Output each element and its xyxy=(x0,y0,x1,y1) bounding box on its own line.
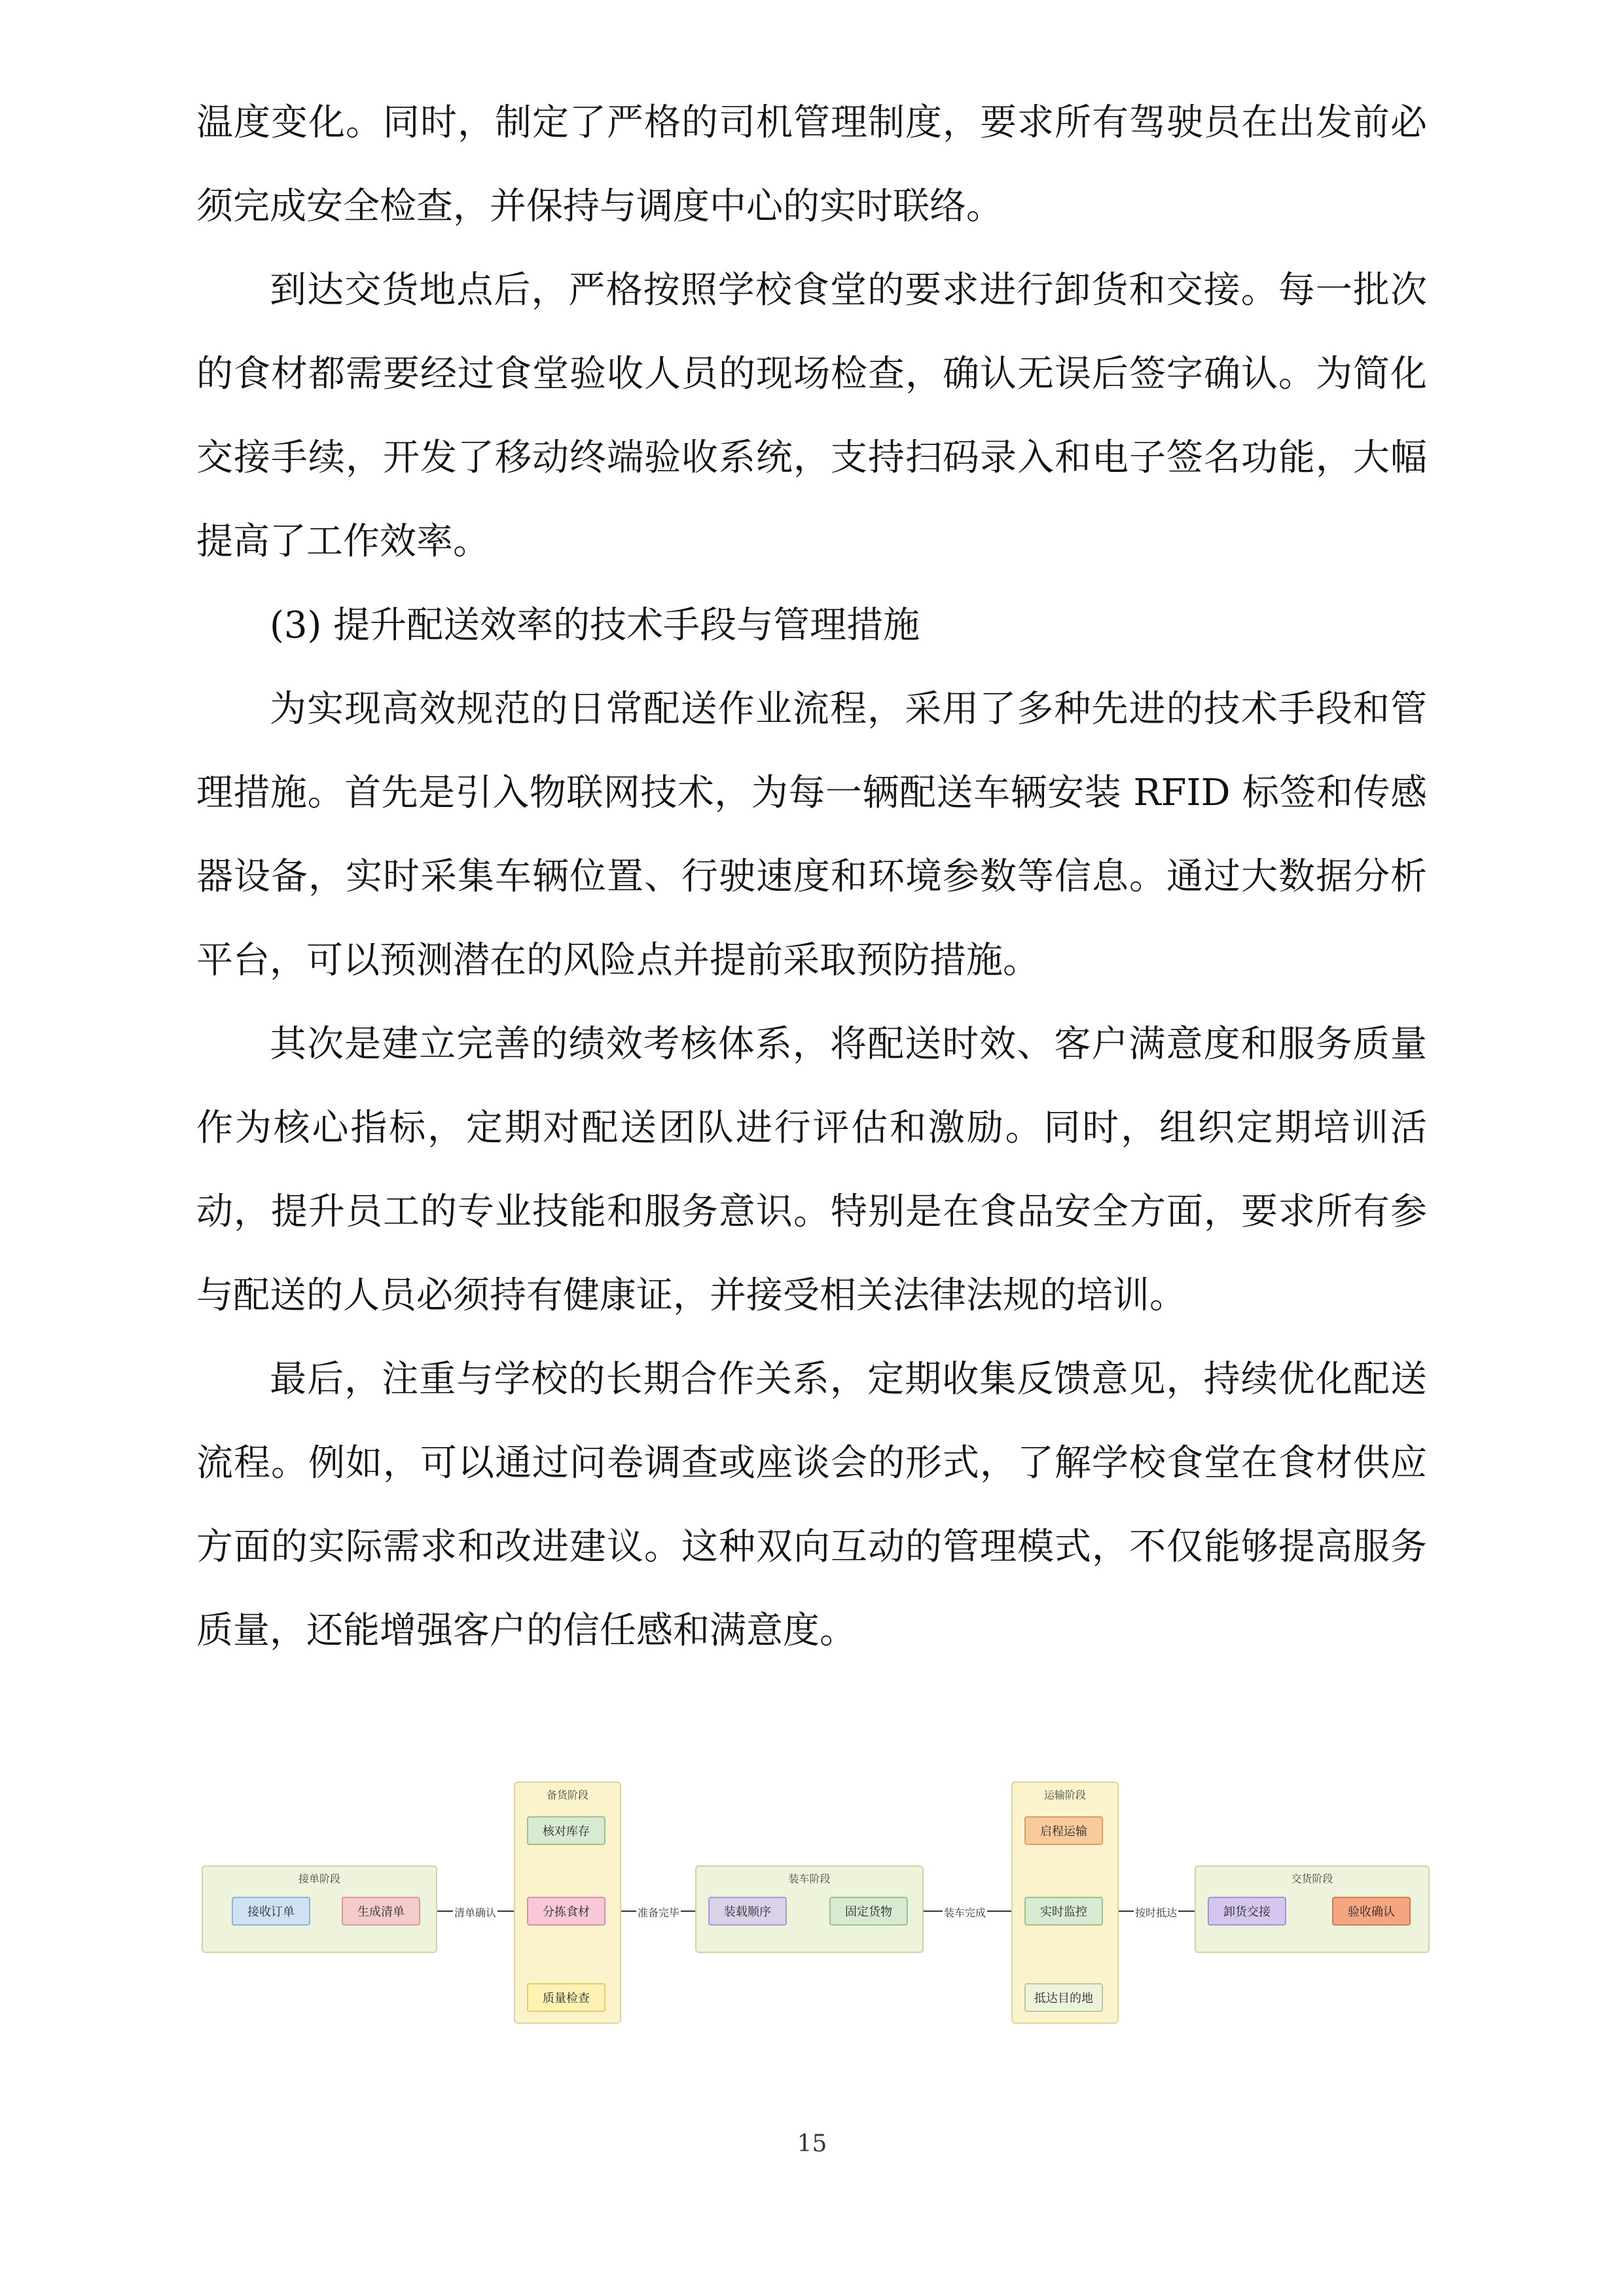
node-check-stock: 核对库存 xyxy=(527,1816,605,1845)
edge-label-on-time-arrival: 按时抵达 xyxy=(1134,1905,1178,1920)
stage-order-label: 接单阶段 xyxy=(298,1873,340,1885)
paragraph-3: 为实现高效规范的日常配送作业流程，采用了多种先进的技术手段和管理措施。首先是引入物联网技术，为每一辆配送车辆安装 RFID 标签和传感器设备，实时采集车辆位置、行驶速度和环境参数等信息。通过大数据分析平台，可以预测潜在的风险点并提前采取预防措施。 xyxy=(196,688,1427,982)
paragraph-1: 温度变化。同时，制定了严格的司机管理制度，要求所有驾驶员在出发前必须完成安全检查，并保持与调度中心的实时联络。 xyxy=(196,101,1427,228)
edge-label-loading-complete: 装车完成 xyxy=(943,1905,987,1920)
section-heading: (3) 提升配送效率的技术手段与管理措施 xyxy=(270,604,920,647)
paragraph-5: 最后，注重与学校的长期合作关系，定期收集反馈意见，持续优化配送流程。例如，可以通过问卷调查或座谈会的形式，了解学校食堂在食材供应方面的实际需求和改进建议。这种双向互动的管理模式，不仅能够提高服务质量，还能增强客户的信任感和满意度。 xyxy=(196,1358,1427,1652)
node-generate-list: 生成清单 xyxy=(342,1897,420,1926)
node-acceptance-confirm: 验收确认 xyxy=(1332,1897,1411,1926)
edge-label-list-confirmed: 清单确认 xyxy=(453,1905,497,1920)
node-sort-food: 分拣食材 xyxy=(527,1897,605,1926)
node-arrive-destination: 抵达目的地 xyxy=(1024,1983,1103,2012)
node-quality-check: 质量检查 xyxy=(527,1983,605,2012)
paragraph-2: 到达交货地点后，严格按照学校食堂的要求进行卸货和交接。每一批次的食材都需要经过食堂验收人员的现场检查，确认无误后签字确认。为简化交接手续，开发了移动终端验收系统，支持扫码录入和电子签名功能，大幅提高了工作效率。 xyxy=(196,269,1427,563)
stage-deliver-label: 交货阶段 xyxy=(1291,1873,1333,1885)
node-unload-handover: 卸货交接 xyxy=(1208,1897,1286,1926)
edge-label-prep-complete: 准备完毕 xyxy=(636,1905,681,1920)
node-load-sequence: 装载顺序 xyxy=(708,1897,787,1926)
stage-transport-label: 运输阶段 xyxy=(1043,1789,1086,1801)
node-start-transport: 启程运输 xyxy=(1024,1816,1103,1845)
stage-prep-label: 备货阶段 xyxy=(546,1789,588,1801)
stage-load-label: 装车阶段 xyxy=(788,1873,831,1885)
paragraph-4: 其次是建立完善的绩效考核体系，将配送时效、客户满意度和服务质量作为核心指标，定期对配送团队进行评估和激励。同时，组织定期培训活动，提升员工的专业技能和服务意识。特别是在食品安全方面，要求所有参与配送的人员必须持有健康证，并接受相关法律法规的培训。 xyxy=(196,1023,1427,1317)
node-receive-order: 接收订单 xyxy=(232,1897,310,1926)
node-secure-goods: 固定货物 xyxy=(829,1897,908,1926)
delivery-process-flowchart xyxy=(196,1780,1434,2029)
node-realtime-monitor: 实时监控 xyxy=(1024,1897,1103,1926)
page-number: 15 xyxy=(797,2130,827,2157)
